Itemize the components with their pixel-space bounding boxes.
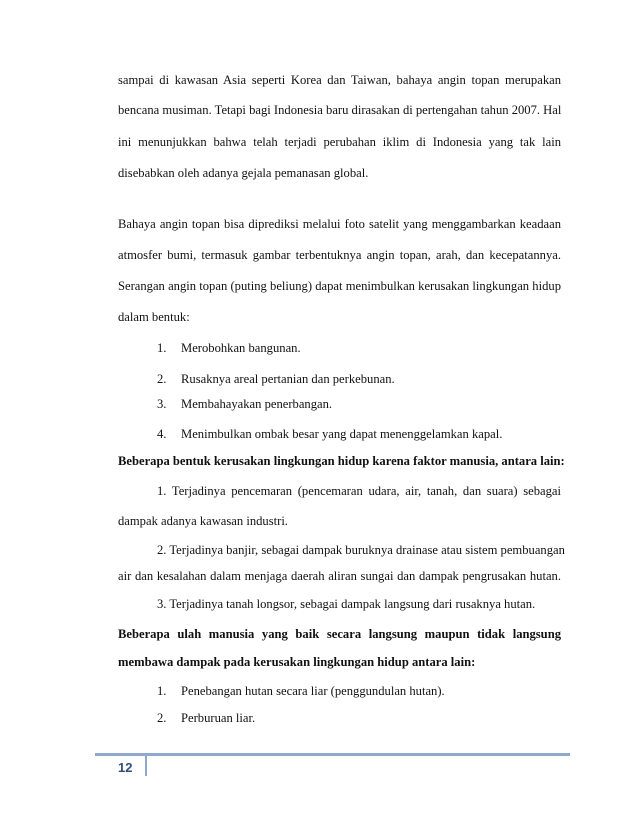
paragraph-line: Bahaya angin topan bisa diprediksi melalui foto satelit yang menggambarkan keadaan: [118, 217, 561, 231]
paragraph-line: bencana musiman. Tetapi bagi Indonesia baru dirasakan di pertengahan tahun 2007. Hal: [118, 103, 562, 117]
list-number: 2.: [157, 372, 167, 386]
list-line: 2. Terjadinya banjir, sebagai dampak buruknya drainase atau sistem pembuangan: [157, 543, 565, 557]
list-number: 1.: [157, 341, 167, 355]
section-heading: Beberapa ulah manusia yang baik secara langsung maupun tidak langsung: [118, 627, 561, 641]
list-text: Perburuan liar.: [181, 711, 256, 725]
list-number: 1.: [157, 684, 167, 698]
list-line: 1. Terjadinya pencemaran (pencemaran udara, air, tanah, dan suara) sebagai: [157, 484, 561, 498]
list-text: Membahayakan penerbangan.: [181, 397, 333, 411]
list-line: air dan kesalahan dalam menjaga daerah aliran sungai dan dampak pengrusakan hutan.: [118, 569, 561, 583]
list-number: 2.: [157, 711, 167, 725]
paragraph-line: sampai di kawasan Asia seperti Korea dan Taiwan, bahaya angin topan merupakan: [118, 73, 561, 87]
paragraph-line: atmosfer bumi, termasuk gambar terbentuknya angin topan, arah, dan kecepatannya.: [118, 248, 561, 262]
list-text: Merobohkan bangunan.: [181, 341, 301, 355]
list-text: Rusaknya areal pertanian dan perkebunan.: [181, 372, 395, 386]
list-text: Menimbulkan ombak besar yang dapat menenggelamkan kapal.: [181, 427, 503, 441]
paragraph-line: Serangan angin topan (puting beliung) dapat menimbulkan kerusakan lingkungan hidup: [118, 279, 561, 293]
section-heading: membawa dampak pada kerusakan lingkungan hidup antara lain:: [118, 655, 476, 669]
list-number: 4.: [157, 427, 167, 441]
section-heading: Beberapa bentuk kerusakan lingkungan hidup karena faktor manusia, antara lain:: [118, 454, 565, 468]
page-number: 12: [118, 760, 133, 775]
footer-divider: [145, 756, 147, 776]
list-number: 3.: [157, 397, 167, 411]
list-text: Penebangan hutan secara liar (penggundulan hutan).: [181, 684, 445, 698]
paragraph-line: dalam bentuk:: [118, 310, 190, 324]
paragraph-line: disebabkan oleh adanya gejala pemanasan global.: [118, 166, 369, 180]
list-line: 3. Terjadinya tanah longsor, sebagai dampak langsung dari rusaknya hutan.: [157, 597, 536, 611]
footer-rule: [95, 753, 570, 756]
list-line: dampak adanya kawasan industri.: [118, 514, 288, 528]
paragraph-line: ini menunjukkan bahwa telah terjadi perubahan iklim di Indonesia yang tak lain: [118, 135, 561, 149]
